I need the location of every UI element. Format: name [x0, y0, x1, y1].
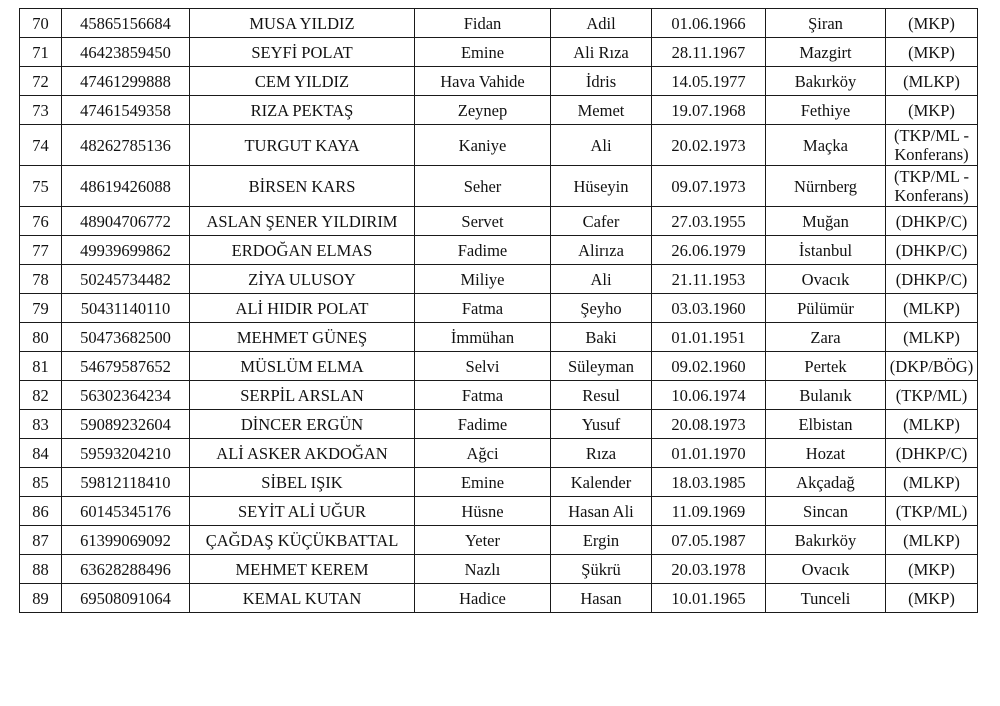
cell-organization: (TKP/ML): [886, 497, 978, 526]
cell-no: 76: [20, 207, 62, 236]
cell-birth-place: Sincan: [766, 497, 886, 526]
cell-organization: (DHKP/C): [886, 207, 978, 236]
cell-birth-place: Bulanık: [766, 381, 886, 410]
cell-organization: (DHKP/C): [886, 265, 978, 294]
table-row: [20, 497, 978, 526]
cell-mother-name: Emine: [415, 468, 551, 497]
cell-birth-date: 01.01.1951: [652, 323, 766, 352]
cell-mother-name: Fidan: [415, 9, 551, 38]
cell-mother-name: Hava Vahide: [415, 67, 551, 96]
cell-organization: (MKP): [886, 555, 978, 584]
cell-birth-place: Bakırköy: [766, 67, 886, 96]
cell-father-name: Ali: [551, 125, 652, 166]
cell-mother-name: Nazlı: [415, 555, 551, 584]
cell-birth-date: 20.02.1973: [652, 125, 766, 166]
cell-full-name: CEM YILDIZ: [190, 67, 415, 96]
cell-birth-place: Maçka: [766, 125, 886, 166]
cell-full-name: ÇAĞDAŞ KÜÇÜKBATTAL: [190, 526, 415, 555]
cell-birth-date: 19.07.1968: [652, 96, 766, 125]
table-row: [20, 468, 978, 497]
cell-mother-name: İmmühan: [415, 323, 551, 352]
cell-father-name: Hasan: [551, 584, 652, 613]
cell-id-number: 50431140110: [62, 294, 190, 323]
cell-birth-place: İstanbul: [766, 236, 886, 265]
cell-mother-name: Fatma: [415, 294, 551, 323]
cell-organization: (MLKP): [886, 67, 978, 96]
cell-father-name: Hasan Ali: [551, 497, 652, 526]
table-row: [20, 9, 978, 38]
cell-id-number: 46423859450: [62, 38, 190, 67]
table-row: [20, 38, 978, 67]
cell-organization: (MKP): [886, 38, 978, 67]
cell-mother-name: Ağci: [415, 439, 551, 468]
cell-no: 74: [20, 125, 62, 166]
cell-full-name: ERDOĞAN ELMAS: [190, 236, 415, 265]
cell-birth-place: Hozat: [766, 439, 886, 468]
cell-no: 73: [20, 96, 62, 125]
cell-organization: (MLKP): [886, 526, 978, 555]
table-row: [20, 352, 978, 381]
cell-full-name: SERPİL ARSLAN: [190, 381, 415, 410]
cell-mother-name: Zeynep: [415, 96, 551, 125]
table-row: [20, 526, 978, 555]
cell-mother-name: Emine: [415, 38, 551, 67]
cell-birth-place: Şiran: [766, 9, 886, 38]
cell-father-name: Alirıza: [551, 236, 652, 265]
cell-birth-place: Tunceli: [766, 584, 886, 613]
cell-mother-name: Hüsne: [415, 497, 551, 526]
cell-full-name: SİBEL IŞIK: [190, 468, 415, 497]
cell-organization: (TKP/ML): [886, 381, 978, 410]
cell-birth-place: Nürnberg: [766, 166, 886, 207]
cell-no: 72: [20, 67, 62, 96]
cell-id-number: 56302364234: [62, 381, 190, 410]
cell-id-number: 59089232604: [62, 410, 190, 439]
cell-organization: (MLKP): [886, 468, 978, 497]
cell-birth-date: 28.11.1967: [652, 38, 766, 67]
cell-father-name: Baki: [551, 323, 652, 352]
cell-father-name: İdris: [551, 67, 652, 96]
cell-birth-date: 27.03.1955: [652, 207, 766, 236]
cell-organization: (MKP): [886, 96, 978, 125]
cell-full-name: ZİYA ULUSOY: [190, 265, 415, 294]
cell-birth-date: 20.08.1973: [652, 410, 766, 439]
cell-full-name: SEYİT ALİ UĞUR: [190, 497, 415, 526]
cell-organization: (MLKP): [886, 410, 978, 439]
cell-id-number: 63628288496: [62, 555, 190, 584]
cell-full-name: MUSA YILDIZ: [190, 9, 415, 38]
cell-father-name: Resul: [551, 381, 652, 410]
roster-table: [19, 8, 978, 613]
table-row: [20, 555, 978, 584]
cell-mother-name: Fadime: [415, 236, 551, 265]
table-row: [20, 265, 978, 294]
cell-father-name: Kalender: [551, 468, 652, 497]
table-row: [20, 381, 978, 410]
cell-mother-name: Fadime: [415, 410, 551, 439]
cell-organization: (MKP): [886, 9, 978, 38]
cell-no: 89: [20, 584, 62, 613]
cell-no: 70: [20, 9, 62, 38]
cell-father-name: Memet: [551, 96, 652, 125]
cell-no: 78: [20, 265, 62, 294]
cell-birth-date: 20.03.1978: [652, 555, 766, 584]
cell-no: 71: [20, 38, 62, 67]
cell-full-name: ALİ HIDIR POLAT: [190, 294, 415, 323]
cell-id-number: 59593204210: [62, 439, 190, 468]
cell-father-name: Cafer: [551, 207, 652, 236]
cell-mother-name: Hadice: [415, 584, 551, 613]
table-row: [20, 96, 978, 125]
cell-mother-name: Miliye: [415, 265, 551, 294]
table-row: [20, 67, 978, 96]
cell-father-name: Süleyman: [551, 352, 652, 381]
cell-no: 79: [20, 294, 62, 323]
cell-no: 86: [20, 497, 62, 526]
cell-full-name: BİRSEN KARS: [190, 166, 415, 207]
table-row: [20, 125, 978, 166]
cell-id-number: 69508091064: [62, 584, 190, 613]
cell-full-name: MEHMET GÜNEŞ: [190, 323, 415, 352]
cell-id-number: 50473682500: [62, 323, 190, 352]
table-row: [20, 207, 978, 236]
cell-father-name: Yusuf: [551, 410, 652, 439]
cell-birth-date: 14.05.1977: [652, 67, 766, 96]
cell-no: 87: [20, 526, 62, 555]
cell-id-number: 47461299888: [62, 67, 190, 96]
cell-full-name: ASLAN ŞENER YILDIRIM: [190, 207, 415, 236]
cell-birth-date: 10.06.1974: [652, 381, 766, 410]
cell-id-number: 59812118410: [62, 468, 190, 497]
cell-birth-date: 09.07.1973: [652, 166, 766, 207]
cell-birth-place: Mazgirt: [766, 38, 886, 67]
roster-body: [20, 9, 978, 613]
cell-id-number: 60145345176: [62, 497, 190, 526]
cell-id-number: 54679587652: [62, 352, 190, 381]
cell-full-name: MÜSLÜM ELMA: [190, 352, 415, 381]
table-row: [20, 584, 978, 613]
cell-no: 84: [20, 439, 62, 468]
cell-mother-name: Servet: [415, 207, 551, 236]
cell-no: 88: [20, 555, 62, 584]
cell-id-number: 61399069092: [62, 526, 190, 555]
cell-id-number: 50245734482: [62, 265, 190, 294]
cell-birth-date: 11.09.1969: [652, 497, 766, 526]
cell-id-number: 48619426088: [62, 166, 190, 207]
cell-full-name: ALİ ASKER AKDOĞAN: [190, 439, 415, 468]
cell-organization: (MKP): [886, 584, 978, 613]
cell-mother-name: Seher: [415, 166, 551, 207]
cell-no: 81: [20, 352, 62, 381]
cell-birth-date: 21.11.1953: [652, 265, 766, 294]
cell-organization: (DHKP/C): [886, 236, 978, 265]
cell-full-name: SEYFİ POLAT: [190, 38, 415, 67]
cell-no: 82: [20, 381, 62, 410]
cell-birth-place: Zara: [766, 323, 886, 352]
cell-organization: (DKP/BÖG): [886, 352, 978, 381]
cell-full-name: MEHMET KEREM: [190, 555, 415, 584]
cell-id-number: 45865156684: [62, 9, 190, 38]
cell-organization: (TKP/ML - Konferans): [886, 125, 978, 166]
cell-birth-date: 18.03.1985: [652, 468, 766, 497]
cell-father-name: Şükrü: [551, 555, 652, 584]
cell-birth-date: 01.06.1966: [652, 9, 766, 38]
cell-id-number: 48904706772: [62, 207, 190, 236]
cell-birth-place: Bakırköy: [766, 526, 886, 555]
cell-father-name: Ergin: [551, 526, 652, 555]
cell-birth-date: 07.05.1987: [652, 526, 766, 555]
cell-id-number: 47461549358: [62, 96, 190, 125]
cell-birth-place: Akçadağ: [766, 468, 886, 497]
table-row: [20, 323, 978, 352]
cell-birth-place: Pülümür: [766, 294, 886, 323]
cell-father-name: Rıza: [551, 439, 652, 468]
cell-full-name: DİNCER ERGÜN: [190, 410, 415, 439]
document-page: [19, 8, 977, 613]
cell-mother-name: Yeter: [415, 526, 551, 555]
cell-organization: (MLKP): [886, 323, 978, 352]
cell-birth-place: Ovacık: [766, 555, 886, 584]
cell-father-name: Ali Rıza: [551, 38, 652, 67]
cell-father-name: Hüseyin: [551, 166, 652, 207]
cell-full-name: KEMAL KUTAN: [190, 584, 415, 613]
cell-no: 80: [20, 323, 62, 352]
cell-birth-date: 01.01.1970: [652, 439, 766, 468]
cell-no: 83: [20, 410, 62, 439]
cell-birth-place: Muğan: [766, 207, 886, 236]
cell-birth-date: 26.06.1979: [652, 236, 766, 265]
cell-organization: (DHKP/C): [886, 439, 978, 468]
cell-no: 85: [20, 468, 62, 497]
cell-id-number: 48262785136: [62, 125, 190, 166]
cell-mother-name: Fatma: [415, 381, 551, 410]
table-row: [20, 410, 978, 439]
table-row: [20, 236, 978, 265]
cell-full-name: RIZA PEKTAŞ: [190, 96, 415, 125]
cell-birth-place: Fethiye: [766, 96, 886, 125]
cell-birth-date: 10.01.1965: [652, 584, 766, 613]
cell-id-number: 49939699862: [62, 236, 190, 265]
table-row: [20, 166, 978, 207]
cell-organization: (MLKP): [886, 294, 978, 323]
cell-birth-place: Ovacık: [766, 265, 886, 294]
cell-birth-date: 09.02.1960: [652, 352, 766, 381]
cell-father-name: Şeyho: [551, 294, 652, 323]
cell-no: 75: [20, 166, 62, 207]
table-row: [20, 439, 978, 468]
cell-birth-place: Pertek: [766, 352, 886, 381]
cell-full-name: TURGUT KAYA: [190, 125, 415, 166]
cell-mother-name: Kaniye: [415, 125, 551, 166]
cell-birth-date: 03.03.1960: [652, 294, 766, 323]
cell-birth-place: Elbistan: [766, 410, 886, 439]
cell-mother-name: Selvi: [415, 352, 551, 381]
cell-no: 77: [20, 236, 62, 265]
cell-father-name: Ali: [551, 265, 652, 294]
cell-father-name: Adil: [551, 9, 652, 38]
table-row: [20, 294, 978, 323]
cell-organization: (TKP/ML - Konferans): [886, 166, 978, 207]
